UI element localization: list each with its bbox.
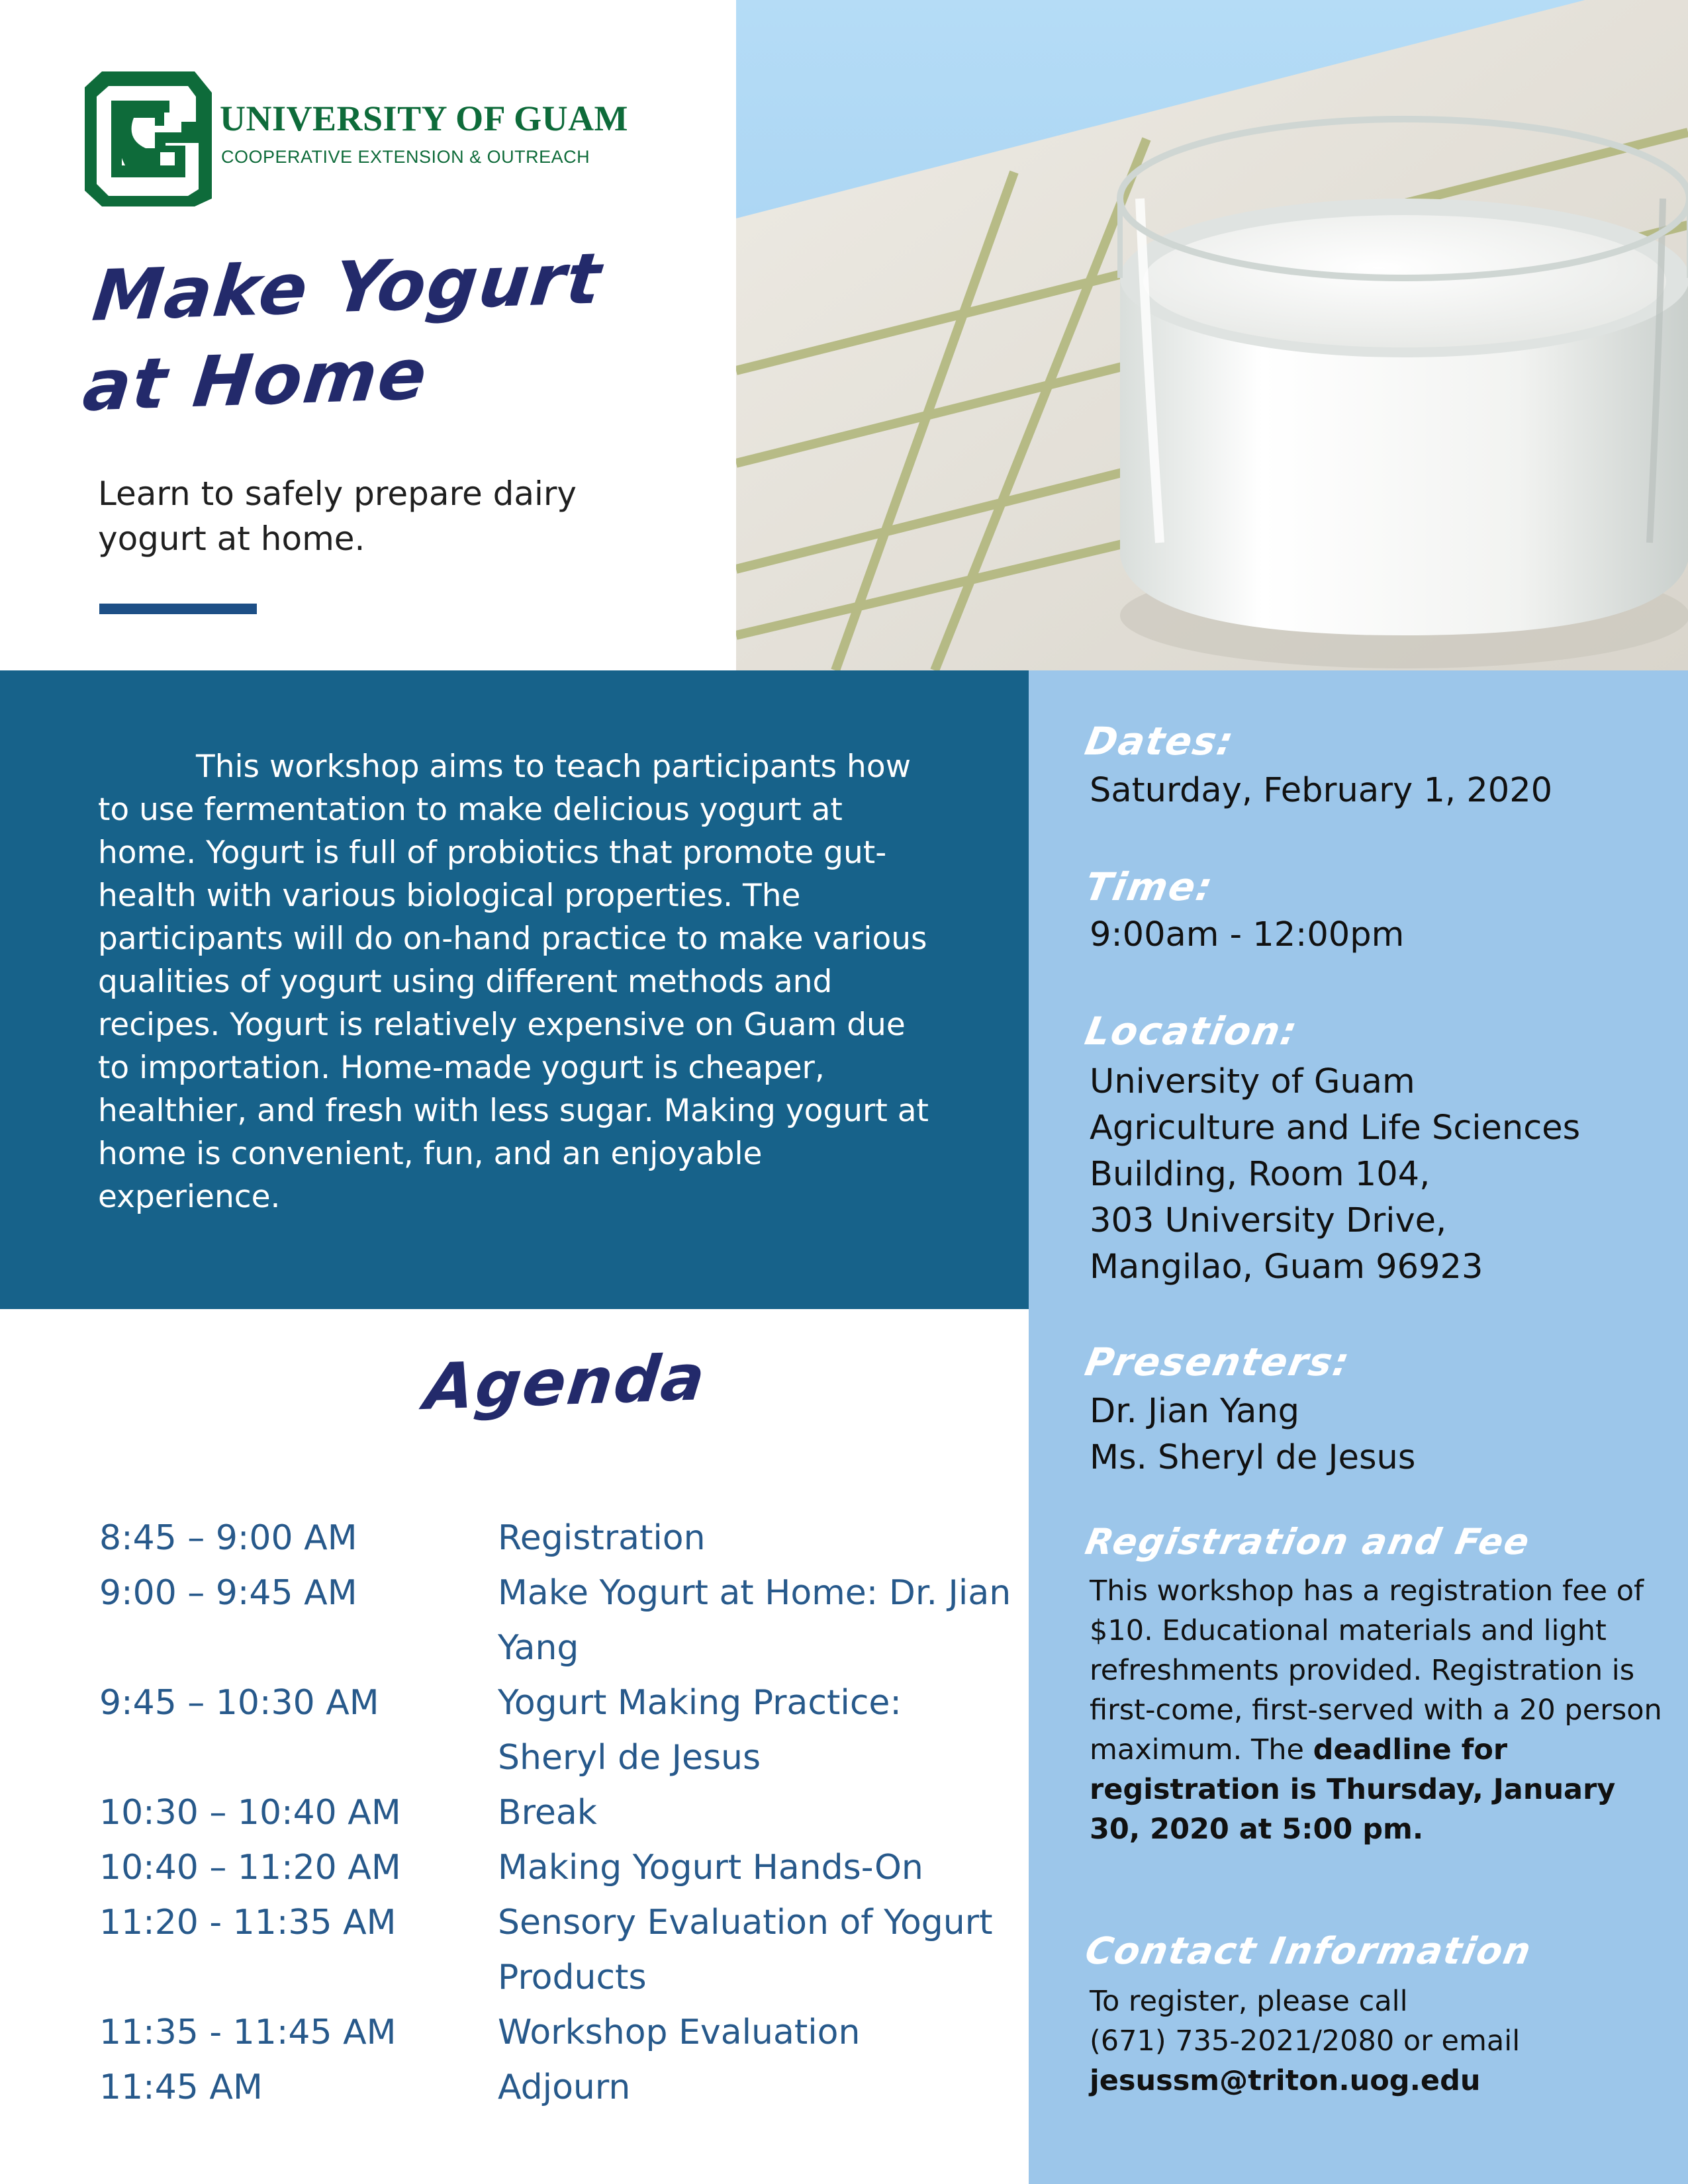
contact-line: To register, please call xyxy=(1090,1985,1408,2018)
title-line-1: Make Yogurt xyxy=(89,238,606,337)
agenda-item: Sensory Evaluation of Yogurt Products xyxy=(498,1903,993,1997)
registration-heading: Registration and Fee xyxy=(1082,1521,1534,1563)
agenda-row xyxy=(99,2005,1013,2060)
agenda-row xyxy=(99,1786,1013,1841)
location-line: Building, Room 104, xyxy=(1090,1155,1430,1194)
agenda-time: 11:35 - 11:45 AM xyxy=(99,2013,397,2052)
agenda-item: Make Yogurt at Home: Dr. Jian Yang xyxy=(498,1573,1011,1668)
registration-details xyxy=(1090,1571,1672,1849)
workshop-description: This workshop aims to teach participants how to use fermentation to make delicious yogurt at home. Yogurt is full of probiotics that promote gut-health with various biological properties. The participants will do on-hand practice to make various qualities of yogurt using different methods and recipes. Yogurt is relatively expensive on Guam due to importation. Home-made yogurt is cheaper, healthier, and fresh with less sugar. Making yogurt at home is convenient, fun, and an enjoyable experience. xyxy=(98,749,929,1215)
location-line: University of Guam xyxy=(1090,1062,1415,1101)
agenda-time: 9:00 – 9:45 AM xyxy=(99,1573,357,1613)
agenda-row xyxy=(99,1841,1013,1895)
agenda-row xyxy=(99,1511,1013,1566)
agenda-item: Making Yogurt Hands-On xyxy=(498,1848,923,1888)
location-address xyxy=(1090,1059,1672,1291)
agenda-item: Registration xyxy=(498,1518,706,1558)
agenda-row xyxy=(99,1895,1013,2005)
agenda-item: Adjourn xyxy=(498,2068,631,2107)
agenda-row xyxy=(99,2060,1013,2115)
presenters-list xyxy=(1090,1388,1672,1481)
location-line: Agriculture and Life Sciences xyxy=(1090,1109,1581,1148)
agenda-row xyxy=(99,1676,1013,1786)
agenda-time: 8:45 – 9:00 AM xyxy=(99,1518,357,1558)
uog-g-logo-icon xyxy=(82,66,214,210)
agenda-table xyxy=(99,1511,1013,2115)
contact-details xyxy=(1090,1981,1672,2101)
subtitle-line-1: Learn to safely prepare dairy xyxy=(98,475,577,513)
title-divider xyxy=(99,604,257,614)
subtitle xyxy=(98,471,667,561)
page-title xyxy=(79,231,696,432)
contact-heading: Contact Information xyxy=(1082,1930,1536,1973)
agenda-time: 9:45 – 10:30 AM xyxy=(99,1683,379,1723)
time-value: 9:00am - 12:00pm xyxy=(1090,915,1405,954)
title-line-2: at Home xyxy=(79,333,432,427)
contact-line: (671) 735-2021/2080 or email xyxy=(1090,2025,1521,2058)
time-heading: Time: xyxy=(1082,864,1217,909)
registration-deadline: deadline for registration is Thursday, January 30, 2020 at 5:00 pm. xyxy=(1090,1733,1616,1846)
agenda-time: 10:40 – 11:20 AM xyxy=(99,1848,401,1888)
university-name: UNIVERSITY OF GUAM xyxy=(220,99,629,138)
registration-text: This workshop has a registration fee of $10. Educational materials and light refreshments provided. Registration is first-come, first-served with a 20 person maximum. The xyxy=(1090,1574,1662,1766)
location-heading: Location: xyxy=(1082,1009,1302,1054)
agenda-time: 10:30 – 10:40 AM xyxy=(99,1793,401,1833)
department-name: COOPERATIVE EXTENSION & OUTREACH xyxy=(221,147,590,167)
dates-value: Saturday, February 1, 2020 xyxy=(1090,771,1553,810)
location-line: Mangilao, Guam 96923 xyxy=(1090,1248,1483,1287)
agenda-time: 11:20 - 11:35 AM xyxy=(99,1903,397,1942)
agenda-item: Yogurt Making Practice: Sheryl de Jesus xyxy=(498,1683,902,1778)
agenda-row xyxy=(99,1566,1013,1676)
agenda-item: Break xyxy=(498,1793,597,1833)
yogurt-jar-photo xyxy=(736,0,1688,670)
university-logo xyxy=(82,66,645,212)
presenter-name: Dr. Jian Yang xyxy=(1090,1392,1300,1431)
dates-heading: Dates: xyxy=(1082,719,1239,764)
presenters-heading: Presenters: xyxy=(1082,1340,1354,1385)
presenter-name: Ms. Sheryl de Jesus xyxy=(1090,1438,1416,1477)
location-line: 303 University Drive, xyxy=(1090,1201,1447,1240)
agenda-item: Workshop Evaluation xyxy=(498,2013,861,2052)
subtitle-line-2: yogurt at home. xyxy=(98,520,365,558)
agenda-heading: Agenda xyxy=(421,1340,710,1424)
contact-email: jesussm@triton.uog.edu xyxy=(1090,2064,1481,2097)
agenda-time: 11:45 AM xyxy=(99,2068,263,2107)
